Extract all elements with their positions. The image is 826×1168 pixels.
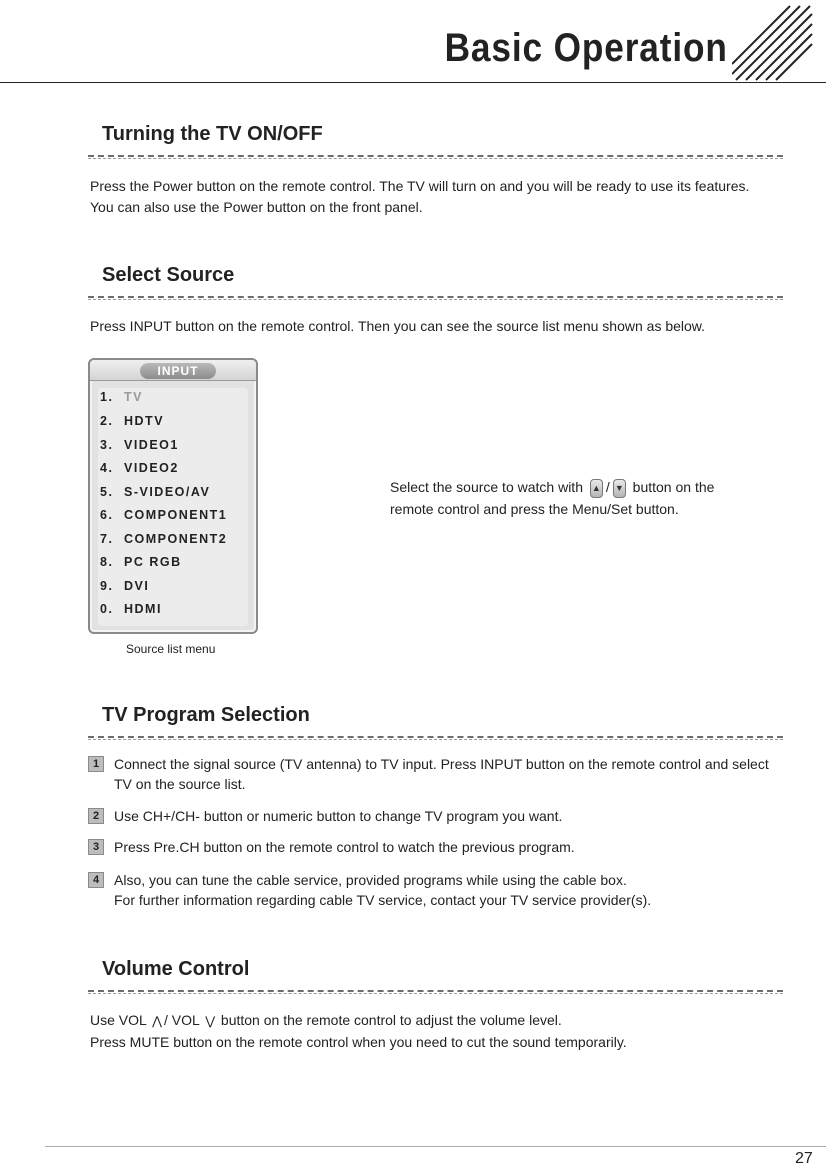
- menu-caption: Source list menu: [126, 642, 216, 656]
- footer-rule: [45, 1146, 826, 1147]
- section-title-power: Turning the TV ON/OFF: [102, 123, 323, 145]
- menu-item-video1[interactable]: 3. VIDEO1: [100, 438, 179, 452]
- step-number-4: 4: [88, 872, 104, 888]
- menu-item-component2[interactable]: 7. COMPONENT2: [100, 532, 228, 546]
- power-line-1: Press the Power button on the remote control. The TV will turn on and you will be ready to use its features.: [90, 178, 750, 194]
- step-number-3: 3: [88, 839, 104, 855]
- source-paragraph: Press INPUT button on the remote control. Then you can see the source list menu shown as below.: [90, 318, 706, 334]
- menu-item-tv[interactable]: 1. TV: [100, 390, 143, 404]
- menu-item-component1[interactable]: 6. COMPONENT1: [100, 508, 228, 522]
- menu-item-s-video-av[interactable]: 5. S-VIDEO/AV: [100, 485, 211, 499]
- menu-item-pc-rgb[interactable]: 8. PC RGB: [100, 555, 182, 569]
- section-title-source: Select Source: [102, 264, 235, 286]
- up-arrow-key-icon: ▲: [590, 479, 603, 498]
- source-note-line-1: Select the source to watch with ▲ / ▼ button on the: [390, 476, 714, 498]
- page-title: Basic Operation: [444, 26, 728, 70]
- power-line-2: You can also use the Power button on the front panel.: [90, 199, 423, 215]
- section-divider: [88, 296, 783, 298]
- section-divider: [88, 155, 783, 157]
- header-hatch-decoration: [732, 2, 814, 82]
- power-paragraph: [90, 176, 749, 218]
- step-number-2: 2: [88, 808, 104, 824]
- source-note-line-2: remote control and press the Menu/Set button.: [390, 501, 679, 517]
- down-arrow-key-icon: ▼: [613, 479, 626, 498]
- menu-item-video2[interactable]: 4. VIDEO2: [100, 461, 179, 475]
- step-text-1: Connect the signal source (TV antenna) to TV input. Press INPUT button on the remote control and select TV on the source list.: [114, 756, 769, 792]
- header-rule: [0, 82, 826, 83]
- step-text-3: Press Pre.CH button on the remote control to watch the previous program.: [114, 839, 575, 855]
- source-list-menu: [88, 358, 258, 634]
- menu-item-hdmi[interactable]: 0. HDMI: [100, 602, 162, 616]
- source-select-note: [390, 476, 714, 520]
- section-divider: [88, 736, 783, 738]
- section-divider: [88, 990, 783, 992]
- section-title-program: TV Program Selection: [102, 704, 310, 726]
- menu-header-input: INPUT: [140, 363, 216, 379]
- menu-item-hdtv[interactable]: 2. HDTV: [100, 414, 165, 428]
- volume-line-2: Press MUTE button on the remote control when you need to cut the sound temporarily.: [90, 1034, 627, 1050]
- step-text-2: Use CH+/CH- button or numeric button to change TV program you want.: [114, 808, 563, 824]
- page-number: 27: [795, 1150, 813, 1167]
- volume-line-1: Use VOL ⋀ / VOL ⋁ button on the remote control to adjust the volume level.: [90, 1010, 627, 1032]
- volume-paragraph: [90, 1010, 627, 1053]
- step-text-4: Also, you can tune the cable service, provided programs while using the cable box. For further information regarding cable TV service, contact your TV service provider(s).: [114, 872, 652, 908]
- vol-down-icon: ⋁: [205, 1014, 216, 1028]
- vol-up-icon: ⋀: [152, 1014, 163, 1028]
- section-title-volume: Volume Control: [102, 958, 250, 980]
- menu-item-dvi[interactable]: 9. DVI: [100, 579, 150, 593]
- menu-list: [98, 388, 248, 626]
- step-number-1: 1: [88, 756, 104, 772]
- menu-header-bar: [90, 360, 256, 381]
